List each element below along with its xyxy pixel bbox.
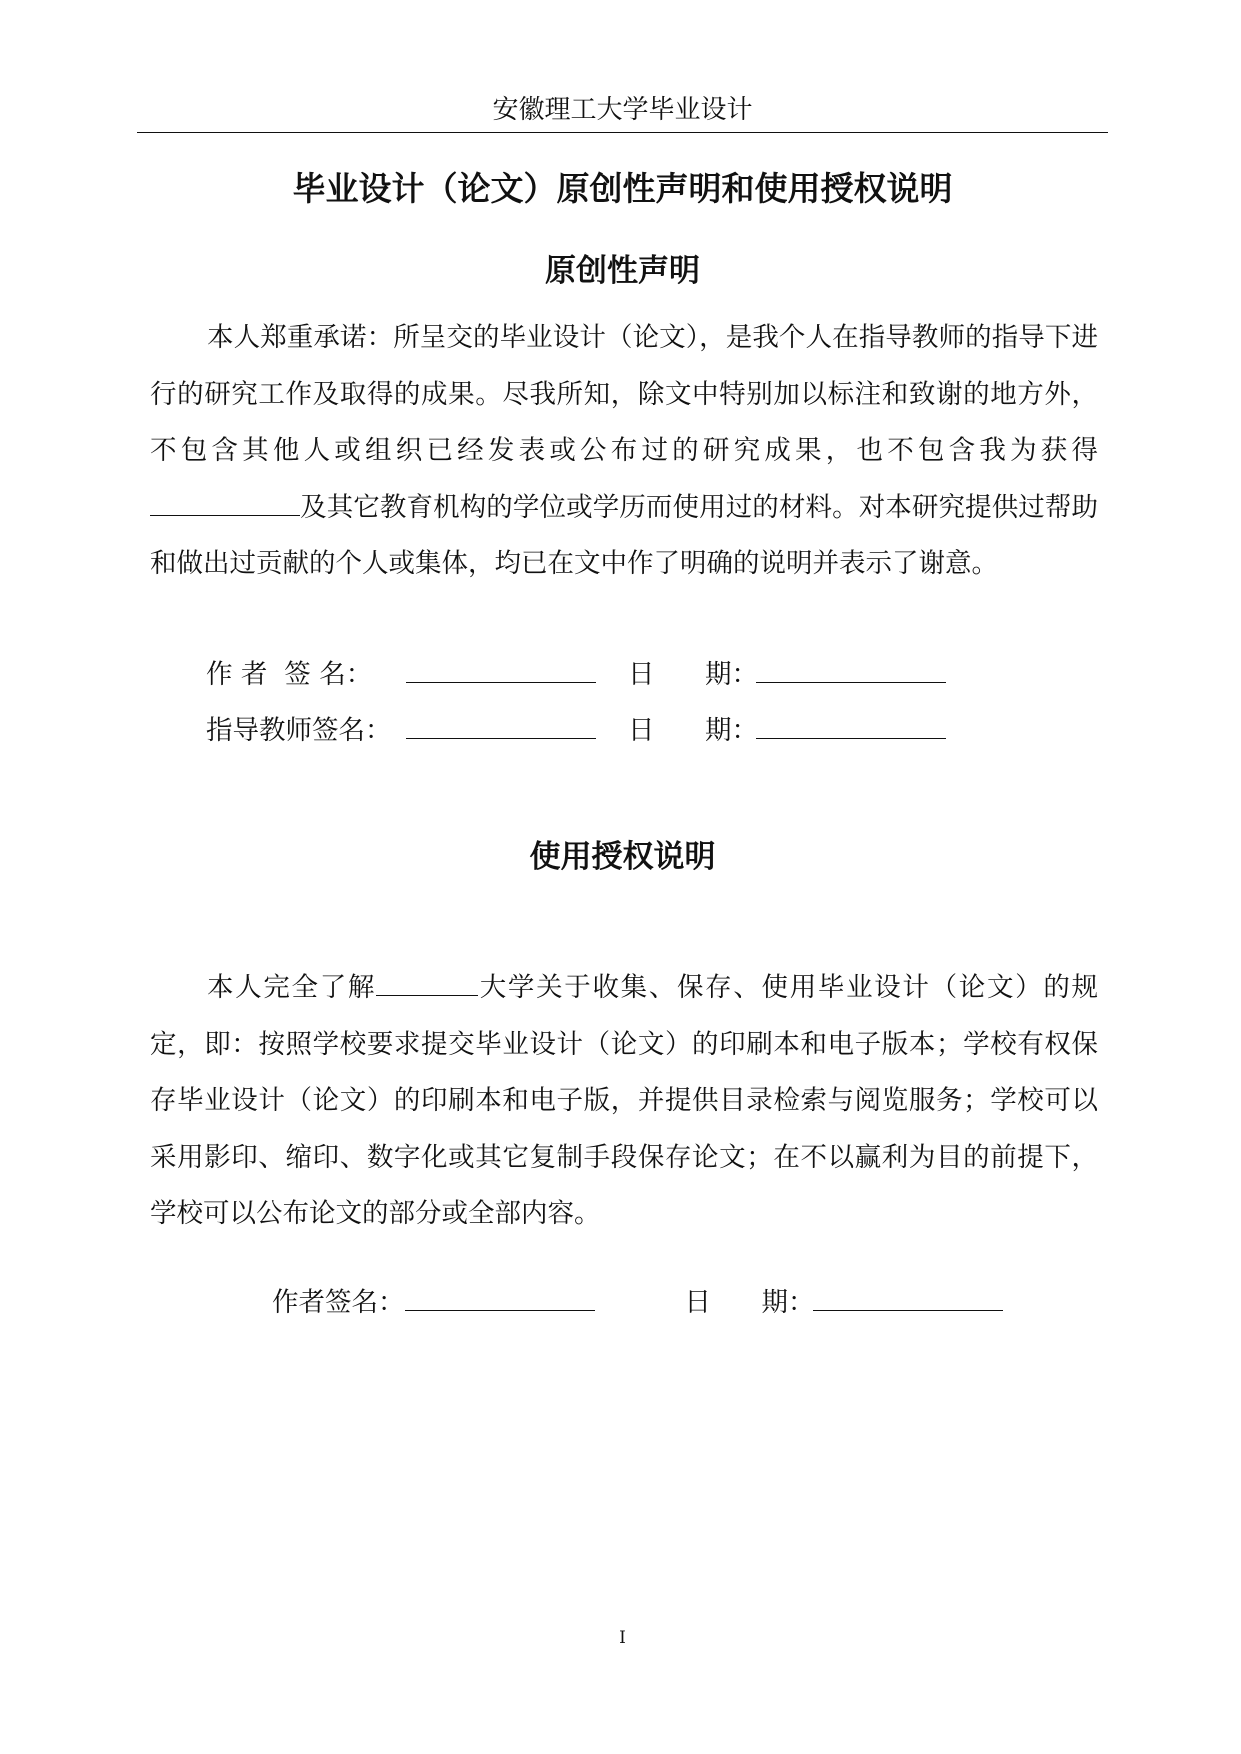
final-date-line <box>813 1282 1003 1311</box>
authorization-text-part1: 本人完全了解 <box>207 972 377 1003</box>
authorization-text-part2: 大学关于收集、保存、使用毕业设计（论文）的规定，即：按照学校要求提交毕业设计（论文）的印刷本和电子版本；学校有权保存毕业设计（论文）的印刷本和电子版，并提供目录检索与阅览服务；学校可以采用影印、缩印、数字化或其它复制手段保存论文；在不以赢利为目的前提下，学校可以公布论文的部分或全部内容。 <box>150 972 1099 1229</box>
originality-paragraph <box>150 310 1098 593</box>
originality-text-part2: 及其它教育机构的学位或学历而使用过的材料。对本研究提供过帮助和做出过贡献的个人或集体，均已在文中作了明确的说明并表示了谢意。 <box>150 491 1098 579</box>
authorization-heading: 使用授权说明 <box>529 839 716 875</box>
author-signature-line <box>406 654 596 683</box>
originality-text-part1: 本人郑重承诺：所呈交的毕业设计（论文），是我个人在指导教师的指导下进行的研究工作及取得的成果。尽我所知，除文中特别加以标注和致谢的地方外，不包含其他人或组织已经发表或公布过的研究成果，也不包含我为获得 <box>150 322 1098 466</box>
document-title: 毕业设计（论文）原创性声明和使用授权说明 <box>292 169 953 208</box>
final-signature-row <box>272 1282 1003 1323</box>
authorization-paragraph <box>150 960 1098 1243</box>
advisor-signature-line <box>406 710 596 739</box>
header-rule <box>137 132 1108 133</box>
advisor-signature-label: 指导教师签名： <box>206 715 392 746</box>
author-date-label: 日 期： <box>628 659 759 690</box>
institution-blank-line <box>150 487 300 516</box>
running-header: 安徽理工大学毕业设计 <box>492 95 753 125</box>
originality-heading: 原创性声明 <box>545 253 700 289</box>
author-signature-label: 作 者 签 名： <box>206 659 373 690</box>
author-signature-row <box>206 654 946 695</box>
final-author-signature-line <box>405 1282 595 1311</box>
advisor-signature-row <box>206 710 946 751</box>
page-number: I <box>619 1628 626 1648</box>
author-date-line <box>756 654 946 683</box>
university-blank-line <box>376 967 478 996</box>
advisor-date-label: 日 期： <box>628 715 759 746</box>
final-date-label: 日 期： <box>684 1287 815 1318</box>
final-author-signature-label: 作者签名： <box>272 1287 405 1318</box>
advisor-date-line <box>756 710 946 739</box>
